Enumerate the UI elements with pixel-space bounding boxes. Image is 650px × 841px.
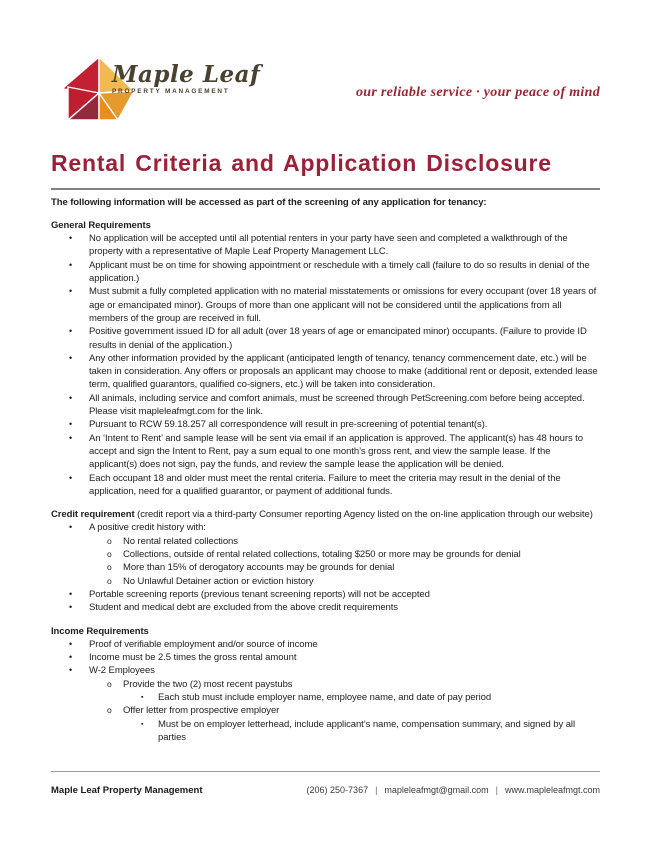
list-item-text: No Unlawful Detainer action or eviction history: [123, 575, 314, 587]
logo-wordmark: [112, 63, 260, 95]
sections-container: [51, 219, 600, 744]
footer-website: www.mapleleafmgt.com: [504, 785, 600, 795]
list-item-text: Student and medical debt are excluded from the above credit requirements: [89, 602, 398, 614]
footer-phone: (206) 250-7367: [306, 785, 369, 795]
bullet-icon: •: [69, 472, 73, 483]
section-2: [51, 625, 600, 745]
list-item-text: Any other information provided by the applicant (anticipated length of tenancy, tenancy commencement date, etc.) will be taken in consideration. Any offers or proposals an applicant may choose to make (additional rent or deposit, extended lease term, qualified guarantors, qualified co-signers, etc.) will be taken into consideration.: [89, 352, 598, 391]
list-item-text: A positive credit history with:: [89, 522, 206, 534]
brand-name: Maple Leaf: [112, 61, 261, 88]
title-divider: [51, 188, 600, 190]
list-item-text: Provide the two (2) most recent paystubs: [123, 678, 293, 690]
list-item: [51, 704, 600, 717]
list-item: [51, 232, 600, 259]
document-body: [51, 150, 600, 744]
list-item: [51, 521, 600, 534]
bullet-icon: o: [107, 678, 112, 689]
list-item: [51, 561, 600, 574]
section-heading: [51, 625, 600, 638]
list-item-text: Positive government issued ID for all adult (over 18 years of age or emancipated minor) occupants. (Failure to provide ID results in denial of the application.): [89, 326, 587, 351]
list-item-text: Income must be 2.5 times the gross rental amount: [89, 652, 297, 664]
bullet-icon: •: [69, 352, 73, 363]
list-item: [51, 472, 600, 499]
list-item: [51, 588, 600, 601]
list-item-text: An ‘Intent to Rent’ and sample lease will be sent via email if an application is approved. The applicant(s) has 48 hours to accept and sign the Intent to Rent, pay a sum equal to one month’s gross rent, and view the sample lease. If the applicant(s) does not sign, pay the funds, and review the sample lease the application will be denied.: [89, 432, 583, 471]
footer-separator: |: [375, 785, 378, 795]
list-item: [51, 392, 600, 419]
list-item: [51, 285, 600, 325]
bullet-icon: o: [107, 562, 112, 573]
bullet-icon: •: [69, 326, 73, 337]
bullet-icon: •: [69, 286, 73, 297]
bullet-icon: •: [69, 665, 73, 676]
list-item-text: Offer letter from prospective employer: [123, 705, 280, 717]
bullet-icon: •: [69, 259, 73, 270]
list-item-text: More than 15% of derogatory accounts may be grounds for denial: [123, 562, 395, 574]
list-item: [51, 691, 600, 704]
page-title: Rental Criteria and Application Disclosure: [51, 150, 552, 176]
list-item: [51, 664, 600, 677]
list-item-text: Collections, outside of rental related collections, totaling $250 or more may be grounds for denial: [123, 549, 521, 561]
footer-separator: |: [495, 785, 498, 795]
list-item-text: Pursuant to RCW 59.18.257 all correspondence will result in pre-screening of potential tenant(s).: [89, 419, 488, 431]
list-item: [51, 259, 600, 286]
section-0: [51, 219, 600, 498]
bullet-icon: •: [69, 419, 73, 430]
list-item: [51, 548, 600, 561]
bullet-icon: •: [69, 638, 73, 649]
list-item-text: Must submit a fully completed application with no material misstatements or omissions for every occupant (over 18 years of age or emancipated minor). Groups of more than one applicant will not be considered until the applications from all members of the group are received in full.: [89, 286, 597, 324]
brand-subtitle: PROPERTY MANAGEMENT: [112, 88, 230, 96]
list-item-text: Each occupant 18 and older must meet the rental criteria. Failure to meet the criteria may result in the denial of the application, need for a qualified guarantor, or payment of additional funds.: [89, 472, 561, 497]
list-item-text: Must be on employer letterhead, include applicant’s name, compensation summary, and signed by all parties: [158, 718, 575, 743]
list-item: [51, 638, 600, 651]
section-heading-title: Income Requirements: [51, 625, 149, 637]
bullet-icon: •: [69, 652, 73, 663]
page-footer: [51, 771, 600, 796]
bullet-icon: ▪: [141, 720, 144, 728]
section-heading: [51, 219, 600, 232]
list-item-text: Each stub must include employer name, employee name, and date of pay period: [158, 691, 492, 703]
footer-company: Maple Leaf Property Management: [51, 785, 203, 796]
bullet-icon: •: [69, 233, 73, 244]
list-item: [51, 718, 600, 745]
footer-contact: [307, 785, 600, 795]
section-heading-title: Credit requirement: [51, 509, 135, 521]
list-item: [51, 651, 600, 664]
section-1: [51, 508, 600, 614]
bullet-icon: o: [107, 535, 112, 546]
bullet-icon: ▪: [141, 693, 144, 701]
section-heading-note: (credit report via a third-party Consumer reporting Agency listed on the on-line application through our website): [134, 509, 593, 521]
list-item: [51, 325, 600, 352]
footer-email: mapleleafmgt@gmail.com: [384, 785, 489, 795]
list-item-text: W-2 Employees: [89, 665, 155, 677]
bullet-icon: •: [69, 602, 73, 613]
bullet-icon: •: [69, 392, 73, 403]
list-item: [51, 432, 600, 472]
list-item: [51, 678, 600, 691]
bullet-icon: •: [69, 522, 73, 533]
list-item-text: Portable screening reports (previous tenant screening reports) will not be accepted: [89, 588, 430, 600]
list-item: [51, 418, 600, 431]
list-item-text: Proof of verifiable employment and/or source of income: [89, 638, 318, 650]
section-heading-title: General Requirements: [51, 219, 151, 231]
list-item-text: No rental related collections: [123, 535, 238, 547]
bullet-icon: •: [69, 588, 73, 599]
list-item-text: No application will be accepted until all potential renters in your party have seen and completed a walkthrough of the property with a representative of Maple Leaf Property Management LLC.: [89, 233, 568, 258]
bullet-icon: o: [107, 549, 112, 560]
list-item: [51, 535, 600, 548]
list-item: [51, 352, 600, 392]
section-heading: [51, 508, 600, 521]
bullet-icon: o: [107, 705, 112, 716]
list-item: [51, 575, 600, 588]
list-item-text: Applicant must be on time for showing appointment or reschedule with a timely call (failure to do so results in denial of the application.): [89, 259, 590, 285]
brand-tagline: our reliable service · your peace of mind: [355, 85, 600, 100]
list-item-text: All animals, including service and comfort animals, must be screened through PetScreening.com before being accepted. Please visit mapleleafmgt.com for the link.: [89, 392, 585, 418]
bullet-icon: o: [107, 575, 112, 586]
intro-line: The following information will be accessed as part of the screening of any application for tenancy:: [51, 196, 487, 208]
bullet-icon: •: [69, 432, 73, 443]
list-item: [51, 601, 600, 614]
